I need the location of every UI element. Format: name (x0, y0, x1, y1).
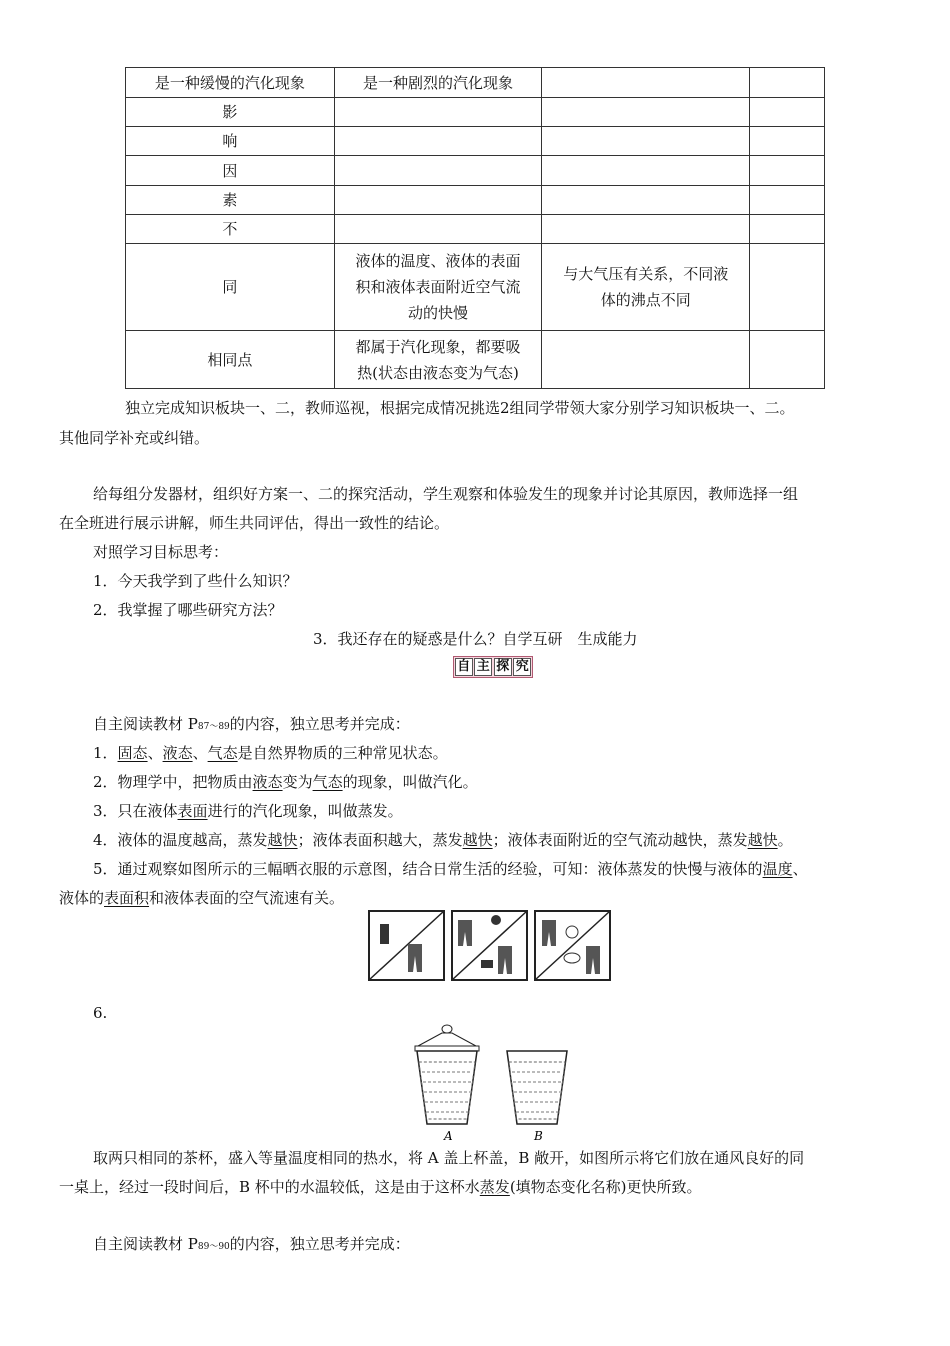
cup-a (415, 1025, 479, 1143)
item-5: 5．通过观察如图所示的三幅晒衣服的示意图，结合日常生活的经验，可知：液体蒸发的快慢与液体的温度、 (93, 860, 808, 878)
table-cell: 相同点 (126, 331, 335, 389)
item-3: 3．只在液体表面进行的汽化现象，叫做蒸发。 (93, 802, 403, 820)
cell-line: 都属于汽化现象，都要吸 (355, 337, 521, 356)
cell-line: 热(状态由液态变为气态) (357, 363, 519, 382)
cups-figure (410, 1024, 580, 1144)
table-row (126, 68, 825, 98)
item-1: 1．固态、液态、气态是自然界物质的三种常见状态。 (93, 744, 448, 762)
answer: 固态 (117, 744, 148, 762)
text: 自主阅读教材 P (93, 715, 198, 733)
question-3: 3．我还存在的疑惑是什么？自学互研 生成能力 (313, 630, 638, 648)
table-cell: 是一种缓慢的汽化现象 (126, 68, 335, 98)
cup-label: B (534, 1129, 543, 1143)
reading-instruction (93, 1234, 410, 1257)
answer: 越快 (267, 831, 298, 849)
paragraph-line: 给每组分发器材，组织好方案一、二的探究活动，学生观察和体验发生的现象并讨论其原因，教师选择一组 (93, 485, 799, 503)
table-row (126, 244, 825, 331)
page-range: 89～90 (197, 1242, 230, 1252)
answer: 表面 (177, 802, 208, 820)
page-range: 87～89 (197, 722, 230, 732)
answer: 气态 (312, 773, 343, 791)
table-row (126, 215, 825, 244)
question-2: 2．我掌握了哪些研究方法？ (93, 601, 283, 619)
answer: 气态 (207, 744, 238, 762)
panel-3 (535, 911, 610, 980)
sun-icon (491, 915, 501, 925)
table-cell: 不 (126, 215, 335, 244)
table-row (126, 186, 825, 215)
table-cell: 素 (126, 186, 335, 215)
question-1: 1．今天我学到了些什么知识？ (93, 572, 298, 590)
item-4: 4．液体的温度越高，蒸发越快；液体表面积越大，蒸发越快；液体表面附近的空气流动越快，蒸发越快。 (93, 831, 793, 849)
paragraph-line: 在全班进行展示讲解，师生共同评估，得出一致性的结论。 (59, 514, 450, 532)
table-cell (542, 68, 750, 98)
cell-line: 与大气压有关系，不同液 (563, 265, 729, 283)
cell-line: 动的快慢 (408, 304, 469, 322)
reflect-title: 对照学习目标思考： (93, 543, 229, 561)
text: 自主阅读教材 P (93, 1235, 198, 1253)
paragraph-line: 独立完成知识板块一、二，教师巡视，根据完成情况挑选2组同学带领大家分别学习知识板块一、二。 (125, 399, 795, 417)
badge-char: 自 (455, 658, 473, 676)
table-row (126, 127, 825, 156)
paragraph-line: 取两只相同的茶杯，盛入等量温度相同的热水，将 A 盖上杯盖，B 敞开，如图所示将它们放在通风良好的同 (93, 1149, 805, 1167)
comparison-table (125, 67, 825, 389)
paragraph-line: 一桌上，经过一段时间后，B 杯中的水温较低，这是由于这杯水蒸发(填物态变化名称)更快所致。 (59, 1178, 702, 1196)
table-cell: 同 (126, 244, 335, 331)
wind-icon (566, 926, 578, 938)
item-6: 6. (93, 1004, 108, 1022)
drying-clothes-figure (368, 910, 613, 982)
table-cell (334, 244, 542, 331)
panel-2 (452, 911, 527, 980)
cell-line: 体的沸点不同 (600, 291, 691, 309)
panel-1 (369, 911, 444, 980)
cup-label: A (444, 1129, 453, 1143)
cell-line: 液体的温度、液体的表面 (355, 252, 521, 270)
text: 的内容，独立思考并完成： (229, 715, 410, 733)
table-cell: 是一种剧烈的汽化现象 (334, 68, 542, 98)
answer: 蒸发 (479, 1178, 510, 1196)
answer: 温度 (762, 860, 793, 878)
answer: 液态 (252, 773, 283, 791)
text: 的内容，独立思考并完成： (229, 1235, 410, 1253)
badge-char: 主 (474, 658, 492, 676)
table-cell: 影 (126, 98, 335, 127)
table-row (126, 156, 825, 186)
paragraph-line: 其他同学补充或纠错。 (59, 429, 210, 447)
badge-char: 究 (513, 658, 531, 676)
table-cell (542, 244, 750, 331)
cell-line: 积和液体表面附近空气流 (355, 278, 521, 296)
table-cell (750, 68, 825, 98)
badge-char: 探 (494, 658, 512, 676)
cup-b (507, 1051, 567, 1143)
table-cell: 响 (126, 127, 335, 156)
answer: 越快 (462, 831, 493, 849)
table-row (126, 98, 825, 127)
table-cell (334, 331, 542, 389)
item-2: 2．物理学中，把物质由液态变为气态的现象，叫做汽化。 (93, 773, 478, 791)
table-cell: 因 (126, 156, 335, 186)
reading-instruction (93, 714, 410, 737)
table-row (126, 331, 825, 389)
answer: 液态 (162, 744, 193, 762)
answer: 表面积 (104, 889, 150, 907)
item-5-cont: 液体的表面积和液体表面的空气流速有关。 (59, 889, 345, 907)
self-study-badge (453, 656, 533, 678)
answer: 越快 (747, 831, 778, 849)
